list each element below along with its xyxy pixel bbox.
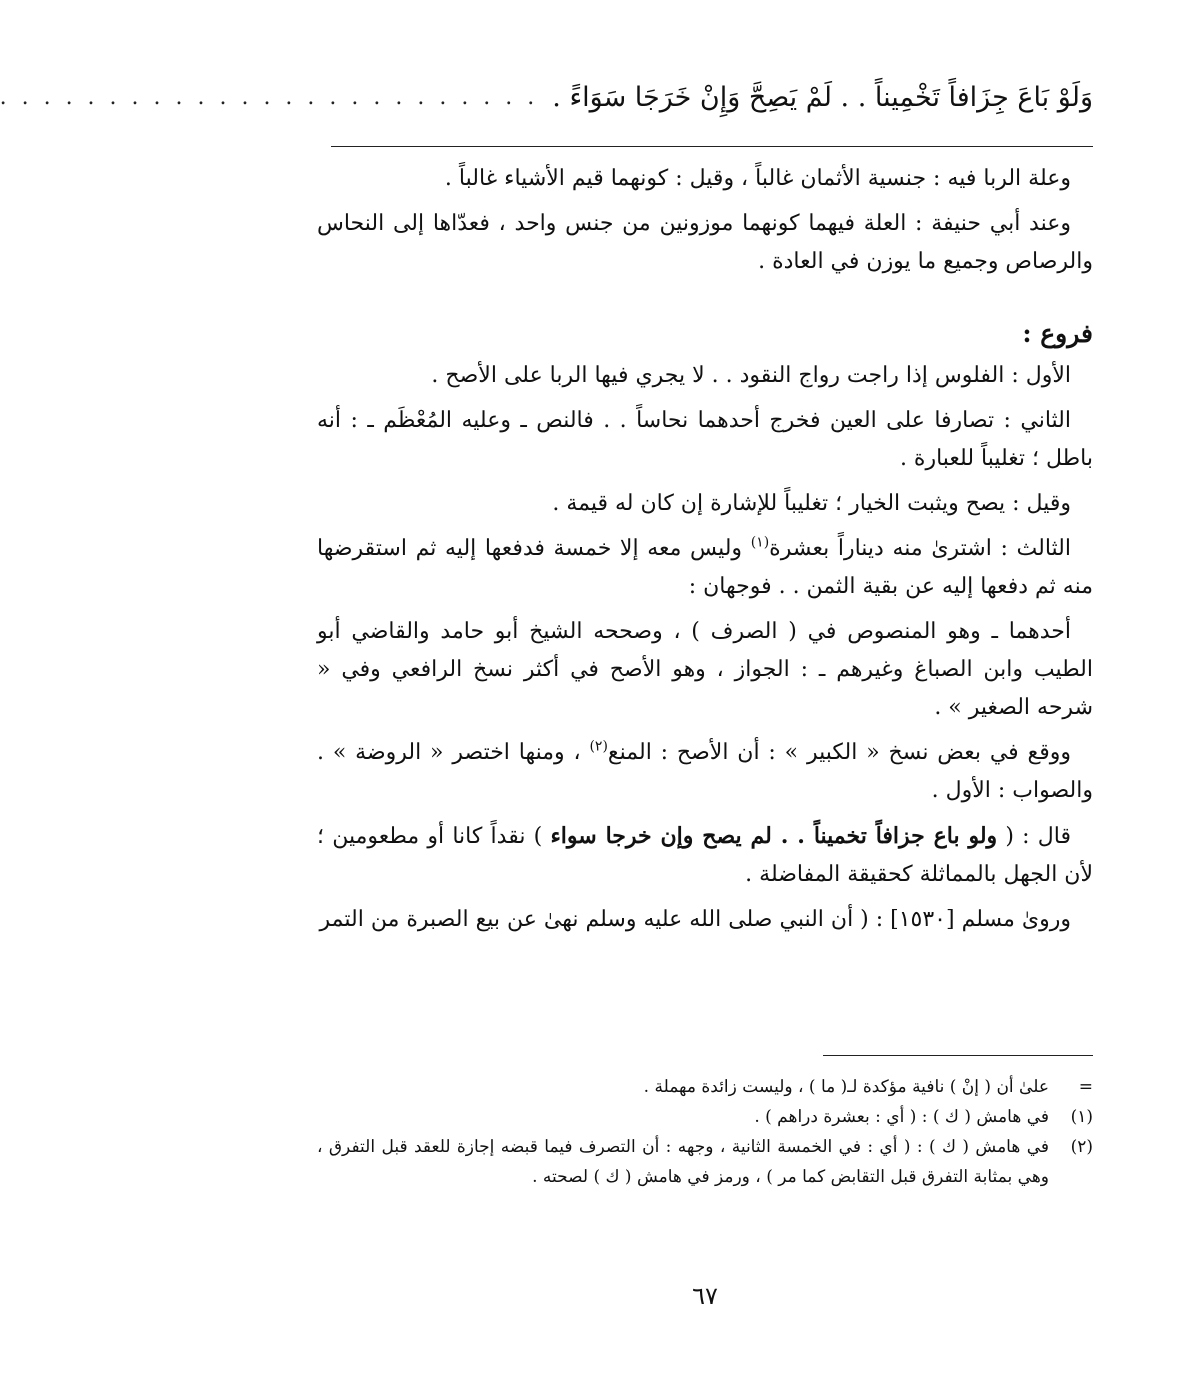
paragraph	[317, 817, 1093, 894]
footnote-rule	[823, 1055, 1093, 1056]
paragraph	[317, 530, 1093, 606]
paragraph: وعلة الربا فيه : جنسية الأثمان غالباً ، وقيل : كونهما قيم الأشياء غالباً .	[444, 166, 1071, 191]
paragraph-text: ) نقداً كانا أو مطعومين ؛ لأن الجهل بالمماثلة كحقيقة المفاضلة .	[317, 824, 1093, 887]
paragraph: الأول : الفلوس إذا راجت رواج النقود . . لا يجري فيها الربا على الأصح .	[431, 363, 1071, 388]
paragraph: وعند أبي حنيفة : العلة فيهما كونهما موزونين من جنس واحد ، فعدّاها إلى النحاس والرصاص وجميع ما يوزن في العادة .	[317, 211, 1093, 274]
header-dots: . . . . . . . . . . . . . . . . . . . . . . . . .	[0, 84, 539, 110]
paragraph: أحدهما ـ وهو المنصوص في ( الصرف ) ، وصححه الشيخ أبو حامد والقاضي أبو الطيب وابن الصباغ وغيرهم ـ : الجواز ، وهو الأصح في أكثر نسخ الرافعي وفي « شرحه الصغير » .	[317, 619, 1093, 720]
paragraph-text: الثالث : اشترىٰ منه ديناراً بعشرة	[769, 536, 1071, 561]
paragraph-text: وليس معه إلا خمسة فدفعها إليه ثم استقرضها منه ثم دفعها إليه عن بقية الثمن . . فوجهان :	[317, 536, 1093, 599]
paragraph: وروىٰ مسلم [١٥٣٠] : ( أن النبي صلى الله عليه وسلم نهىٰ عن بيع الصبرة من التمر	[319, 907, 1071, 932]
footnote	[317, 1102, 1093, 1132]
section-title: فروع :	[1022, 319, 1093, 348]
footnote-text: علىٰ أن ( إنْ ) نافية مؤكدة لـ( ما ) ، وليست زائدة مهملة .	[643, 1077, 1049, 1097]
paragraph: وقيل : يصح ويثبت الخيار ؛ تغليباً للإشارة إن كان له قيمة .	[552, 491, 1071, 516]
footnote	[317, 1132, 1093, 1192]
running-header	[0, 72, 1093, 122]
footnote-text: في هامش ( ك ) : ( أي : بعشرة دراهم ) .	[754, 1107, 1049, 1127]
footnote-ref-1[interactable]: (١)	[750, 534, 770, 551]
paragraph-text: ووقع في بعض نسخ « الكبير » : أن الأصح : المنع	[607, 740, 1071, 765]
footnote-number: (٢)	[1070, 1137, 1093, 1157]
footnote-number: (١)	[1070, 1107, 1093, 1127]
header-title: وَلَوْ بَاعَ جِزَافاً تَخْمِيناً . . لَمْ يَصِحَّ وَإِنْ خَرَجَا سَوَاءً .	[552, 81, 1093, 113]
main-text	[317, 160, 1093, 946]
paragraph-text: ، ومنها اختصر « الروضة » . والصواب : الأول .	[317, 740, 1093, 803]
matn-quote: ولو باع جزافاً تخميناً . . لم يصح وإن خرجا سواء	[550, 823, 998, 849]
page-number: ٦٧	[692, 1282, 718, 1310]
paragraph	[317, 734, 1093, 810]
footnote	[317, 1072, 1093, 1102]
paragraph-text: قال : (	[997, 824, 1071, 849]
footnote-number: =	[1078, 1077, 1093, 1097]
footnote-ref-2[interactable]: (٢)	[589, 738, 608, 755]
footnotes	[317, 1072, 1093, 1192]
header-rule	[331, 146, 1093, 147]
footnote-text: في هامش ( ك ) : ( أي : في الخمسة الثانية ، وجهه : أن التصرف فيما قبضه إجازة للعقد قبل التفرق ، وهي بمثابة التفرق قبل التقابض كما مر ) ، ورمز في هامش ( ك ) لصحته .	[317, 1137, 1049, 1187]
paragraph: الثاني : تصارفا على العين فخرج أحدهما نحاساً . . فالنص ـ وعليه المُعْظَم ـ : أنه باطل ؛ تغليباً للعبارة .	[317, 408, 1093, 471]
